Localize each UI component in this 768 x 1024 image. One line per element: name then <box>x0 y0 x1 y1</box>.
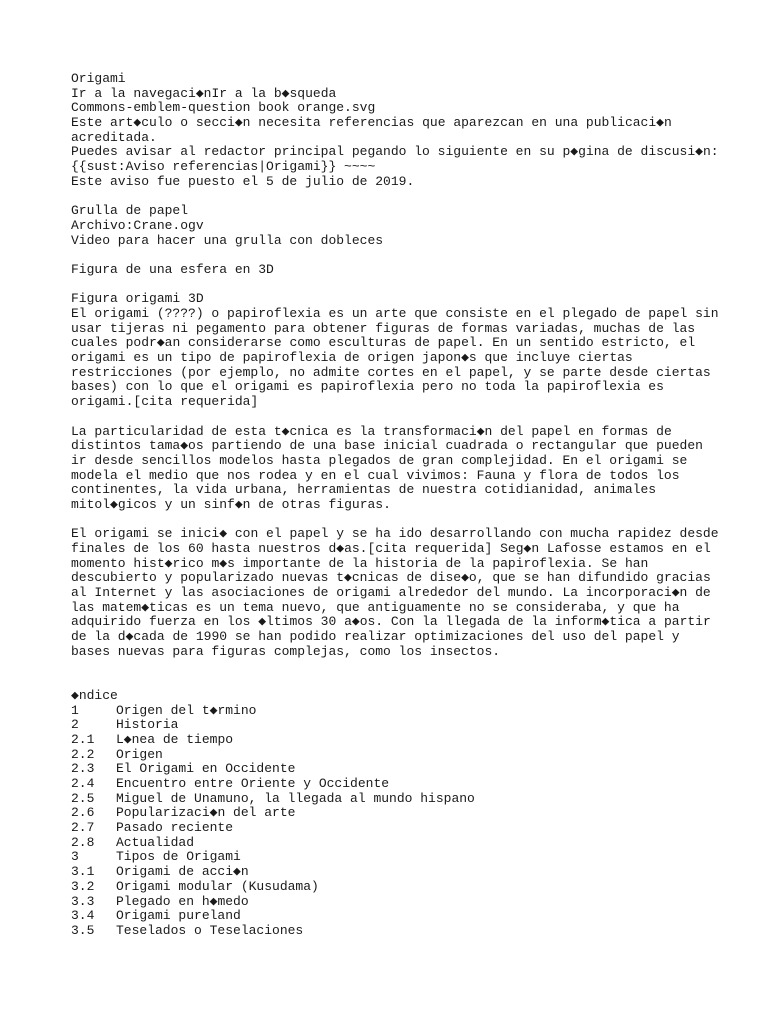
toc-item[interactable] <box>71 733 768 748</box>
spacer <box>71 278 768 293</box>
toc-item[interactable] <box>71 836 768 851</box>
toc-item[interactable] <box>71 704 768 719</box>
toc-item-label[interactable]: Miguel de Unamuno, la llegada al mundo hispano <box>116 790 475 806</box>
spacer <box>71 190 768 205</box>
toc-list <box>71 704 768 939</box>
spacer <box>71 513 768 528</box>
toc-item-label[interactable]: Origami pureland <box>116 908 241 924</box>
media-caption: Grulla de papel <box>71 203 189 219</box>
paragraph-line: ir desde sencillos modelos hasta plegados de gran complejidad. En el origami se <box>71 452 688 468</box>
toc-item[interactable] <box>71 924 768 939</box>
toc-item-number: 2.8 <box>71 834 95 850</box>
toc-item[interactable] <box>71 806 768 821</box>
toc-item-label[interactable]: Popularizaci◆n del arte <box>116 805 296 821</box>
spacer <box>71 660 768 675</box>
toc-item-number: 2.5 <box>71 790 95 806</box>
paragraph-history <box>71 527 768 659</box>
toc-item-label[interactable]: Actualidad <box>116 834 195 850</box>
toc-item[interactable] <box>71 777 768 792</box>
paragraph-line: al Internet y las asociaciones de origami alrededor del mundo. La incorporaci◆n de <box>71 585 711 601</box>
notice-date: Este aviso fue puesto el 5 de julio de 2019. <box>71 173 415 189</box>
paragraph-intro <box>71 307 768 410</box>
toc-item-number: 2 <box>71 717 79 733</box>
paragraph-line: usar tijeras ni pegamento para obtener figuras de formas variadas, muchas de las <box>71 320 696 336</box>
toc-item-number: 2.6 <box>71 805 95 821</box>
toc-item-number: 2.3 <box>71 761 95 777</box>
paragraph-line: continentes, la vida urbana, herramientas de nuestra cotidianidad, animales <box>71 482 657 498</box>
notice-line: {{sust:Aviso referencias|Origami}} ~~~~ <box>71 159 376 175</box>
notice-line: Puedes avisar al redactor principal pegando lo siguiente en su p◆gina de discusi◆n: <box>71 144 719 160</box>
paragraph-line: de la d◆cada de 1990 se han podido realizar optimizaciones del uso del papel y <box>71 629 680 645</box>
paragraph-line: El origami se inici◆ con el papel y se ha ido desarrollando con mucha rapidez desde <box>71 526 719 542</box>
spacer <box>71 410 768 425</box>
toc-item[interactable] <box>71 762 768 777</box>
paragraph-line: distintos tama◆os partiendo de una base inicial cuadrada o rectangular que pueden <box>71 438 703 454</box>
toc-item[interactable] <box>71 909 768 924</box>
toc-item-label[interactable]: Plegado en h◆medo <box>116 893 249 909</box>
toc-item-label[interactable]: Encuentro entre Oriente y Occidente <box>116 776 390 791</box>
toc-item[interactable] <box>71 821 768 836</box>
paragraph-line: momento hist◆rico m◆s importante de la historia de la papiroflexia. Se han <box>71 555 649 571</box>
paragraph-line: cuales podr◆an considerarse como esculturas de papel. En un sentido estricto, el <box>71 335 696 351</box>
toc-item-number: 2.1 <box>71 731 95 747</box>
toc-item-label[interactable]: Tipos de Origami <box>116 849 241 865</box>
toc-item-label[interactable]: Origami modular (Kusudama) <box>116 878 319 894</box>
toc-item-number: 3.3 <box>71 893 95 909</box>
paragraph-technique <box>71 425 768 513</box>
toc-item[interactable] <box>71 880 768 895</box>
paragraph-line: restricciones (por ejemplo, no admite cortes en el papel, y se parte desde ciertas <box>71 364 711 380</box>
toc-item-label[interactable]: Origami de acci◆n <box>116 864 249 880</box>
toc-item-number: 3.5 <box>71 922 95 938</box>
nav-links-text: Ir a la navegaci◆nIr a la b◆squeda <box>71 85 337 101</box>
toc-item[interactable] <box>71 718 768 733</box>
references-notice <box>71 116 768 189</box>
spacer <box>71 674 768 689</box>
table-of-contents <box>71 689 768 939</box>
toc-item-number: 2.2 <box>71 746 95 762</box>
toc-item-number: 2.4 <box>71 776 95 791</box>
media-caption: Figura de una esfera en 3D <box>71 261 274 277</box>
media-captions <box>71 204 768 307</box>
paragraph-line: descubierto y popularizado nuevas t◆cnicas de dise◆o, que se han difundido gracias <box>71 570 711 586</box>
paragraph-line: El origami (????) o papiroflexia es un arte que consiste en el plegado de papel sin <box>71 306 719 321</box>
toc-item[interactable] <box>71 850 768 865</box>
paragraph-line: origami.[cita requerida] <box>71 394 259 410</box>
toc-item-label[interactable]: L◆nea de tiempo <box>116 731 234 747</box>
spacer <box>71 248 768 263</box>
notice-line: acreditada. <box>71 129 157 145</box>
toc-item[interactable] <box>71 895 768 910</box>
paragraph-line: origami es un tipo de papiroflexia de origen japon◆s que incluye ciertas <box>71 350 633 366</box>
media-caption: Video para hacer una grulla con dobleces <box>71 232 384 248</box>
notice-line: Este art◆culo o secci◆n necesita referencias que aparezcan en una publicaci◆n <box>71 115 672 131</box>
paragraph-line: mitol◆gicos y un sinf◆n de otras figuras. <box>71 496 391 512</box>
toc-item-number: 3 <box>71 849 79 865</box>
page-title: Origami <box>71 71 126 86</box>
paragraph-line: La particularidad de esta t◆cnica es la transformaci◆n del papel en formas de <box>71 423 672 439</box>
paragraph-line: bases nuevas para figuras complejas, como los insectos. <box>71 643 501 659</box>
toc-item-number: 1 <box>71 702 79 718</box>
image-caption: Commons-emblem-question book orange.svg <box>71 100 376 116</box>
toc-item-number: 3.1 <box>71 864 95 880</box>
toc-item-label[interactable]: Origen <box>116 746 163 762</box>
paragraph-line: finales de los 60 hasta nuestros d◆as.[cita requerida] Seg◆n Lafosse estamos en el <box>71 541 711 556</box>
paragraph-line: adquirido fuerza en los ◆ltimos 30 a◆os. Con la llegada de la inform◆tica a partir <box>71 614 711 630</box>
toc-item-number: 3.2 <box>71 878 95 894</box>
toc-item-label[interactable]: Origen del t◆rmino <box>116 702 257 718</box>
toc-item-label[interactable]: El Origami en Occidente <box>116 761 296 777</box>
media-caption: Figura origami 3D <box>71 291 204 307</box>
paragraph-line: bases) con lo que el origami es papiroflexia pero no toda la papiroflexia es <box>71 379 664 395</box>
paragraph-line: las matem◆ticas es un tema nuevo, que antiguamente no se consideraba, y que ha <box>71 599 680 615</box>
toc-item[interactable] <box>71 748 768 763</box>
toc-item[interactable] <box>71 792 768 807</box>
media-file: Archivo:Crane.ogv <box>71 217 204 233</box>
toc-item-label[interactable]: Teselados o Teselaciones <box>116 922 304 938</box>
toc-item-number: 3.4 <box>71 908 95 924</box>
toc-item-label[interactable]: Historia <box>116 717 179 733</box>
toc-item-label[interactable]: Pasado reciente <box>116 820 234 836</box>
toc-item-number: 2.7 <box>71 820 95 836</box>
toc-item[interactable] <box>71 865 768 880</box>
paragraph-line: modela el medio que nos rodea y en el cual vivimos: Fauna y flora de todos los <box>71 467 680 483</box>
toc-heading: ◆ndice <box>71 687 118 703</box>
